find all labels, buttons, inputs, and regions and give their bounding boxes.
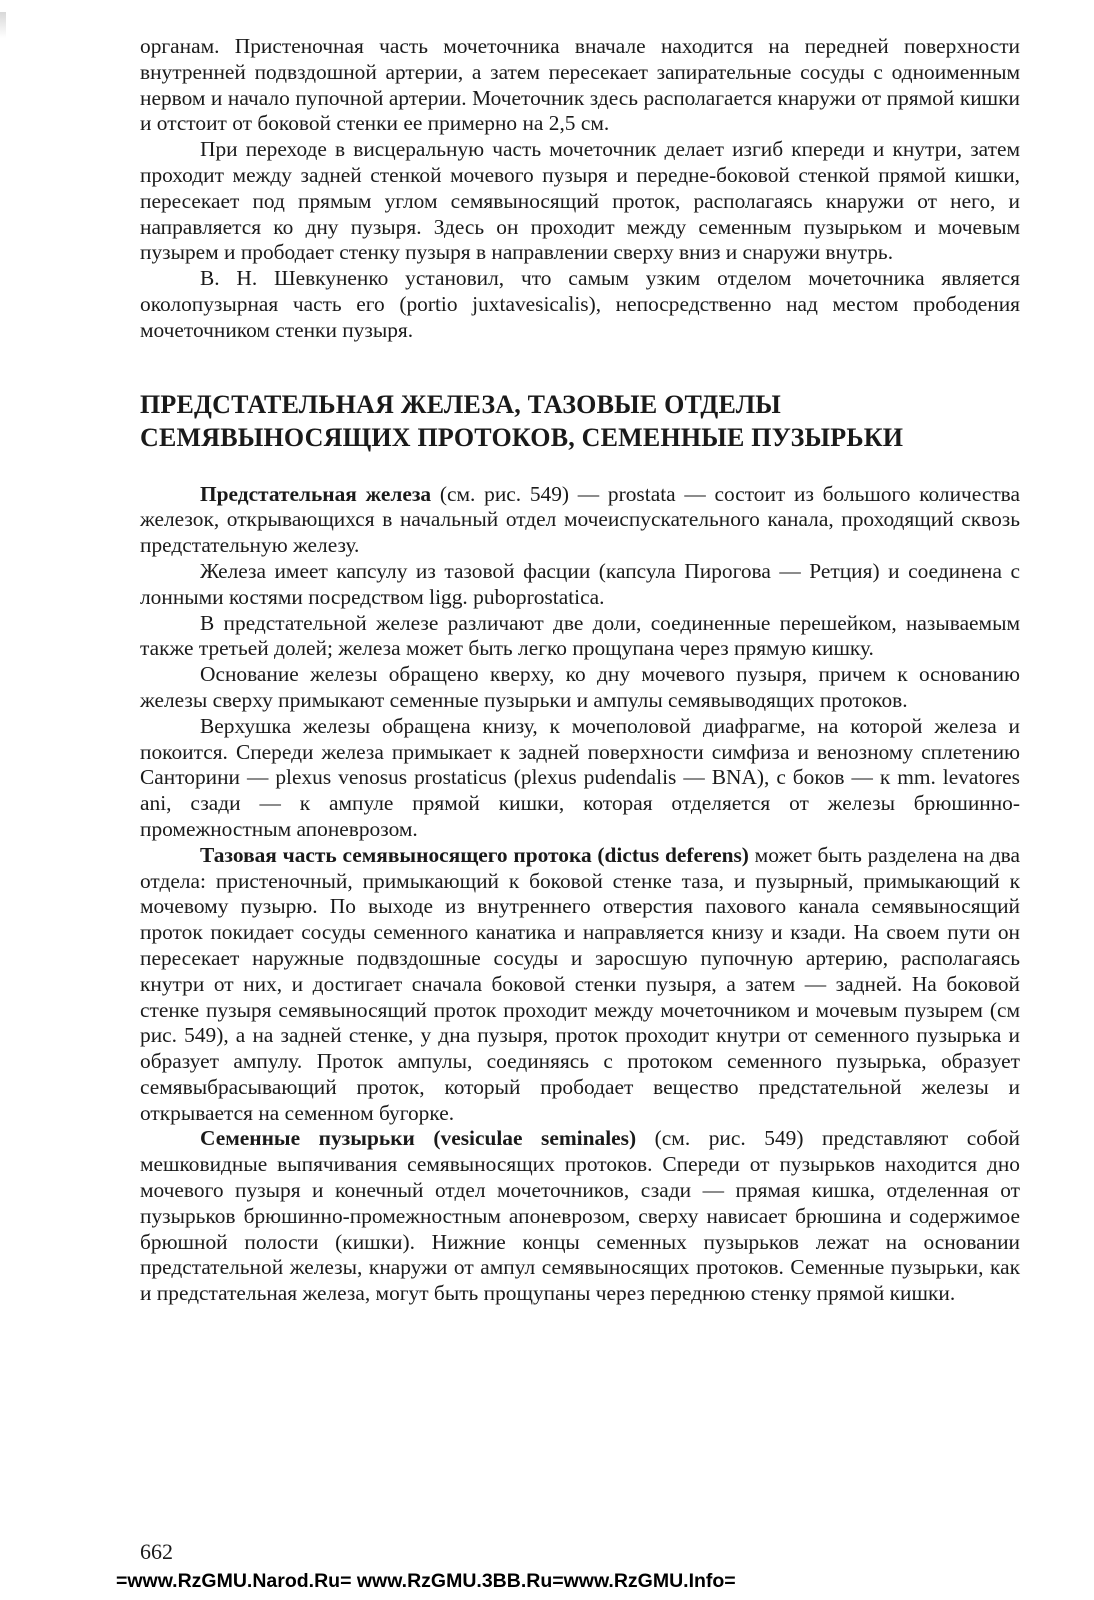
term-prostate: Предстательная железа bbox=[200, 481, 432, 506]
term-seminal-vesicles: Семенные пузырьки (vesiculae seminales) bbox=[200, 1126, 637, 1151]
page-number: 662 bbox=[140, 1539, 173, 1564]
scan-edge-mark bbox=[0, 12, 6, 38]
term-ductus-deferens: Тазовая часть семявыносящего протока (dictus deferens) bbox=[200, 842, 749, 867]
paragraph-ureter-parietal: органам. Пристеночная часть мочеточника вначале находится на передней поверхности внутренней подвздошной артерии, а затем пересекает запирательные сосуды с одноименным нервом и начало пупочной артерии. Мочеточник здесь располагается кнаружи от прямой кишки и отстоит от боковой стенки ее примерно на 2,5 см. bbox=[140, 34, 1020, 136]
footer-watermark: =www.RzGMU.Narod.Ru= www.RzGMU.3BB.Ru=www.RzGMU.Info= bbox=[116, 1570, 736, 1592]
paragraph-ureter-visceral: При переходе в висцеральную часть мочеточник делает изгиб кпереди и кнутри, затем проходит между задней стенкой мочевого пузыря и передне-боковой стенкой прямой кишки, пересекает под прямым углом семявыносящий проток, располагаясь кнаружи от него, и направляется ко дну пузыря. Здесь он проходит между семенным пузырьком и мочевым пузырем и прободает стенку пузыря в направлении сверху вниз и снаружи внутрь. bbox=[140, 137, 1020, 265]
paragraph-prostate-apex: Верхушка железы обращена книзу, к мочеполовой диафрагме, на которой железа и покоится. Спереди железа примыкает к задней поверхности симфиза и венозному сплетению Санторини — plexus venosus prostaticus (plexus pudendalis — BNA), с боков — к mm. levatores ani, сзади — к ампуле прямой кишки, которая отделяется от железы брюшинно-промежностным апоневрозом. bbox=[140, 713, 1020, 841]
paragraph-ductus-deferens-text: может быть разделена на два отдела: пристеночный, примыкающий к боковой стенке таза, и пузырный, примыкающий к мочевому пузырю. По выходе из внутреннего отверстия пахового канала семявыносящий проток покидает сосуды семенного канатика и направляется книзу и кзади. На своем пути он пересекает наружные подвздошные сосуды и заросшую пупочную артерию, располагаясь кнутри от них, и достигает сначала боковой стенки пузыря, а затем — задней. На боковой стенке пузыря семявыносящий проток проходит между мочеточником и мочевым пузырем (см рис. 549), а на задней стенке, у дна пузыря, проток проходит кнутри от семенного пузырька и образует ампулу. Проток ампулы, соединяясь с протоком семенного пузырька, образует семявыбрасывающий проток, который прободает вещество предстательной железы и открывается на семенном бугорке. bbox=[140, 842, 1020, 1125]
paragraph-prostate-intro-text: (см. рис. 549) — prostata — состоит из большого количества железок, открывающихся в начальный отдел мочеиспускательного канала, проходящий сквозь предстательную железу. bbox=[140, 481, 1020, 558]
paragraph-prostate-base: Основание железы обращено кверху, ко дну мочевого пузыря, причем к основанию железы сверху примыкают семенные пузырьки и ампулы семявыводящих протоков. bbox=[140, 662, 1020, 712]
paragraph-seminal-vesicles-text: (см. рис. 549) представляют собой мешковидные выпячивания семявыносящих протоков. Спереди от пузырьков находится дно мочевого пузыря и конечный отдел мочеточников, сзади — прямая кишка, отделенная от пузырьков брюшинно-промежностным апоневрозом, сверху нависает брюшина и содержимое брюшной полости (кишки). Нижние концы семенных пузырьков лежат на основании предстательной железы, кнаружи от ампул семявыносящих протоков. Семенные пузырьки, как и предстательная железа, могут быть прощупаны через переднюю стенку прямой кишки. bbox=[140, 1126, 1020, 1306]
paragraph-prostate-capsule: Железа имеет капсулу из тазовой фасции (капсула Пирогова — Ретция) и соединена с лонными костями посредством ligg. puboprostatica. bbox=[140, 558, 1020, 609]
section-heading: ПРЕДСТАТЕЛЬНАЯ ЖЕЛЕЗА, ТАЗОВЫЕ ОТДЕЛЫ СЕМЯВЫНОСЯЩИХ ПРОТОКОВ, СЕМЕННЫЕ ПУЗЫРЬКИ bbox=[140, 389, 904, 452]
handwritten-scribble bbox=[260, 454, 1020, 482]
paragraph-prostate-lobes: В предстательной железе различают две доли, соединенные перешейком, называемым также третьей долей; железа может быть легко прощупана через прямую кишку. bbox=[140, 610, 1020, 661]
paragraph-ductus-deferens bbox=[140, 843, 1020, 1127]
paragraph-seminal-vesicles bbox=[140, 1126, 1020, 1307]
paragraph-shevkunenko: В. Н. Шевкуненко установил, что самым узким отделом мочеточника является околопузырная часть его (portio juxtavesicalis), непосредственно над местом прободения мочеточником стенки пузыря. bbox=[140, 266, 1020, 342]
page-body bbox=[140, 34, 1020, 1307]
paragraph-prostate-intro bbox=[140, 482, 1020, 559]
